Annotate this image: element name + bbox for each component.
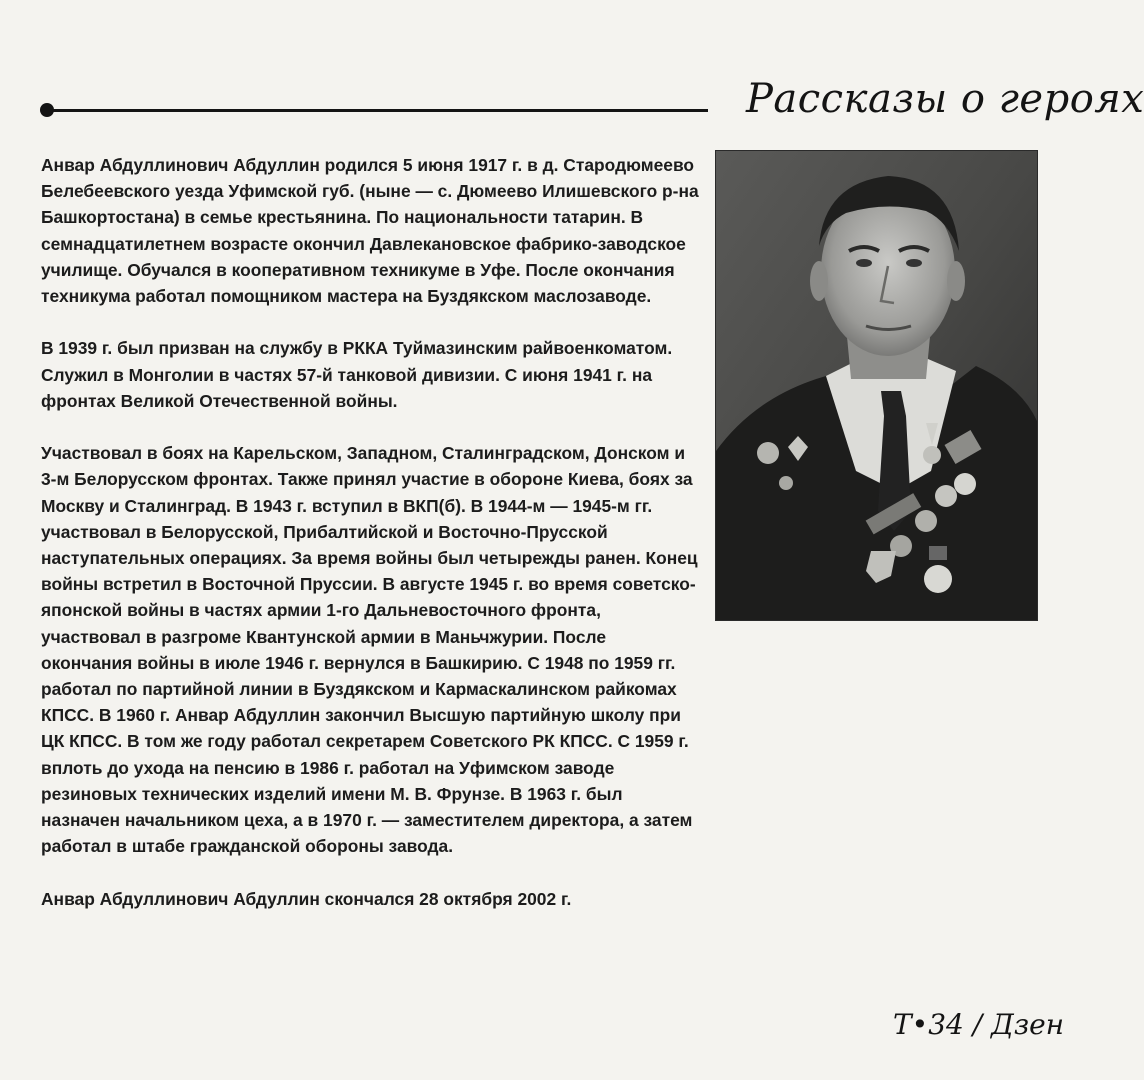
source-credit: Т•34 / Дзен (893, 1008, 1065, 1041)
article-paragraph: В 1939 г. был призван на службу в РККА Туймазинским райвоенкоматом. Служил в Монголии в частях 57-й танковой дивизии. С июня 1941 г. на фронтах Великой Отечественной войны. (41, 338, 673, 411)
article-paragraph: Анвар Абдуллинович Абдуллин скончался 28 октября 2002 г. (41, 888, 572, 909)
portrait-photo (716, 151, 1037, 620)
rule-line (48, 109, 708, 112)
article-paragraph: Участвовал в боях на Карельском, Западном, Сталинградском, Донском и 3-м Белорусском фронтах. Также принял участие в обороне Киева, боях за Москву и Сталинград. В 1943 г. вступил в ВКП(б). В 1944-м — 1945-м гг. участвовал в Белорусской, Прибалтийской и Восточно-Прусской наступательных операциях. За время войны был четырежды ранен. Конец войны встретил в Восточной Пруссии. В августе 1945 г. во время советско-японской войны в частях армии 1-го Дальневосточного фронта, участвовал в разгроме Квантунской армии в Маньчжурии. После окончания войны в июле 1946 г. вернулся в Башкирию. С 1948 по 1959 гг. работал по партийной линии в Буздякском и Кармаскалинском райкомах КПСС. В 1960 г. Анвар Абдуллин закончил Высшую партийную школу при ЦК КПСС. В том же году работал секретарем Советского РК КПСС. С 1959 г. вплоть до ухода на пенсию в 1986 г. работал на Уфимском заводе резиновых технических изделий имени М. В. Фрунзе. В 1963 г. был назначен начальником цеха, а в 1970 г. — заместителем директора, а затем работал в штабе гражданской обороны завода. (41, 443, 698, 857)
portrait-illustration (716, 151, 1037, 620)
section-title: Рассказы о героях (746, 76, 1144, 122)
article-paragraph: Анвар Абдуллинович Абдуллин родился 5 июня 1917 г. в д. Стародюмеево Белебеевского уезда Уфимской губ. (ныне — с. Дюмеево Илишевского р-на Башкортостана) в семье крестьянина. По национальности татарин. В семнадцатилетнем возрасте окончил Давлекановское фабрико-заводское училище. Обучался в кооперативном техникуме в Уфе. После окончания техникума работал помощником мастера на Буздякском маслозаводе. (41, 155, 699, 307)
decorative-rule (40, 106, 708, 114)
article-body (41, 152, 701, 938)
